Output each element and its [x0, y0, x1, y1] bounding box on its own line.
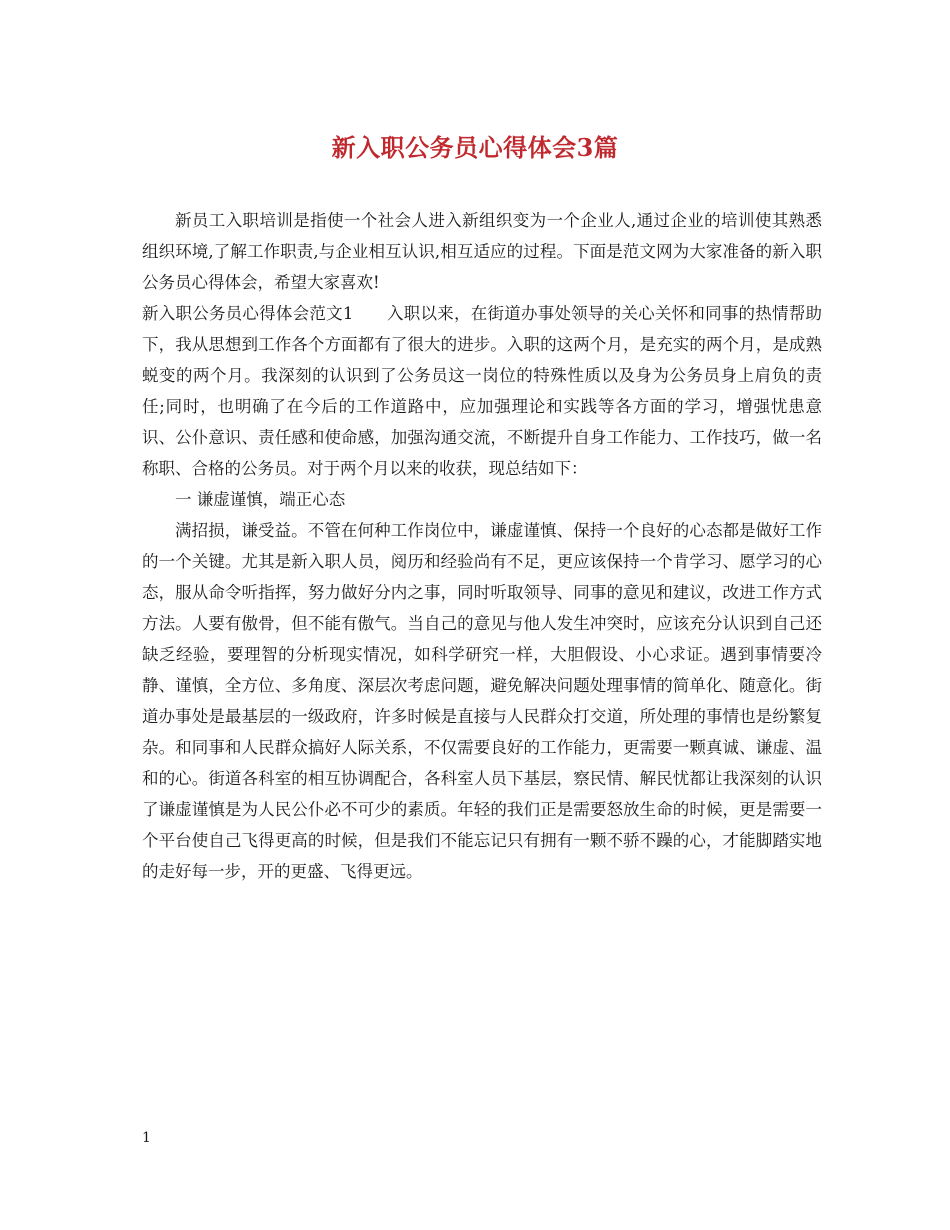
intro-paragraph: 新员工入职培训是指使一个社会人进入新组织变为一个企业人,通过企业的培训使其熟悉组织环境,了解工作职责,与企业相互认识,相互适应的过程。下面是范文网为大家准备的新入职公务员心得体会，希望大家喜欢! — [142, 211, 822, 292]
document-body — [142, 205, 822, 887]
document-title: 新入职公务员心得体会3篇 — [331, 133, 619, 162]
section-heading-1: 一 谦虚谨慎，端正心态 — [175, 490, 346, 509]
page-number: 1 — [142, 1130, 151, 1146]
essay-paragraph-1: 新入职公务员心得体会范文1 入职以来，在街道办事处领导的关心关怀和同事的热情帮助下，我从思想到工作各个方面都有了很大的进步。入职的这两个月，是充实的两个月，是成熟蜕变的两个月。我深刻的认识到了公务员这一岗位的特殊性质以及身为公务员身上肩负的责任;同时，也明确了在今后的工作道路中，应加强理论和实践等各方面的学习，增强忧患意识、公仆意识、责任感和使命感，加强沟通交流，不断提升自身工作能力、工作技巧，做一名称职、合格的公务员。对于两个月以来的收获，现总结如下： — [142, 304, 822, 478]
section-paragraph-1: 满招损，谦受益。不管在何种工作岗位中，谦虚谨慎、保持一个良好的心态都是做好工作的一个关键。尤其是新入职人员，阅历和经验尚有不足，更应该保持一个肯学习、愿学习的心态，服从命令听指挥，努力做好分内之事，同时听取领导、同事的意见和建议，改进工作方式方法。人要有傲骨，但不能有傲气。当自己的意见与他人发生冲突时，应该充分认识到自己还缺乏经验，要理智的分析现实情况，如科学研究一样，大胆假设、小心求证。遇到事情要冷静、谨慎，全方位、多角度、深层次考虑问题，避免解决问题处理事情的简单化、随意化。街道办事处是最基层的一级政府，许多时候是直接与人民群众打交道，所处理的事情也是纷繁复杂。和同事和人民群众搞好人际关系，不仅需要良好的工作能力，更需要一颗真诚、谦虚、温和的心。街道各科室的相互协调配合，各科室人员下基层，察民情、解民忧都让我深刻的认识了谦虚谨慎是为人民公仆必不可少的素质。年轻的我们正是需要怒放生命的时候，更是需要一个平台使自己飞得更高的时候，但是我们不能忘记只有拥有一颗不骄不躁的心，才能脚踏实地的走好每一步，开的更盛、飞得更远。 — [142, 521, 822, 881]
